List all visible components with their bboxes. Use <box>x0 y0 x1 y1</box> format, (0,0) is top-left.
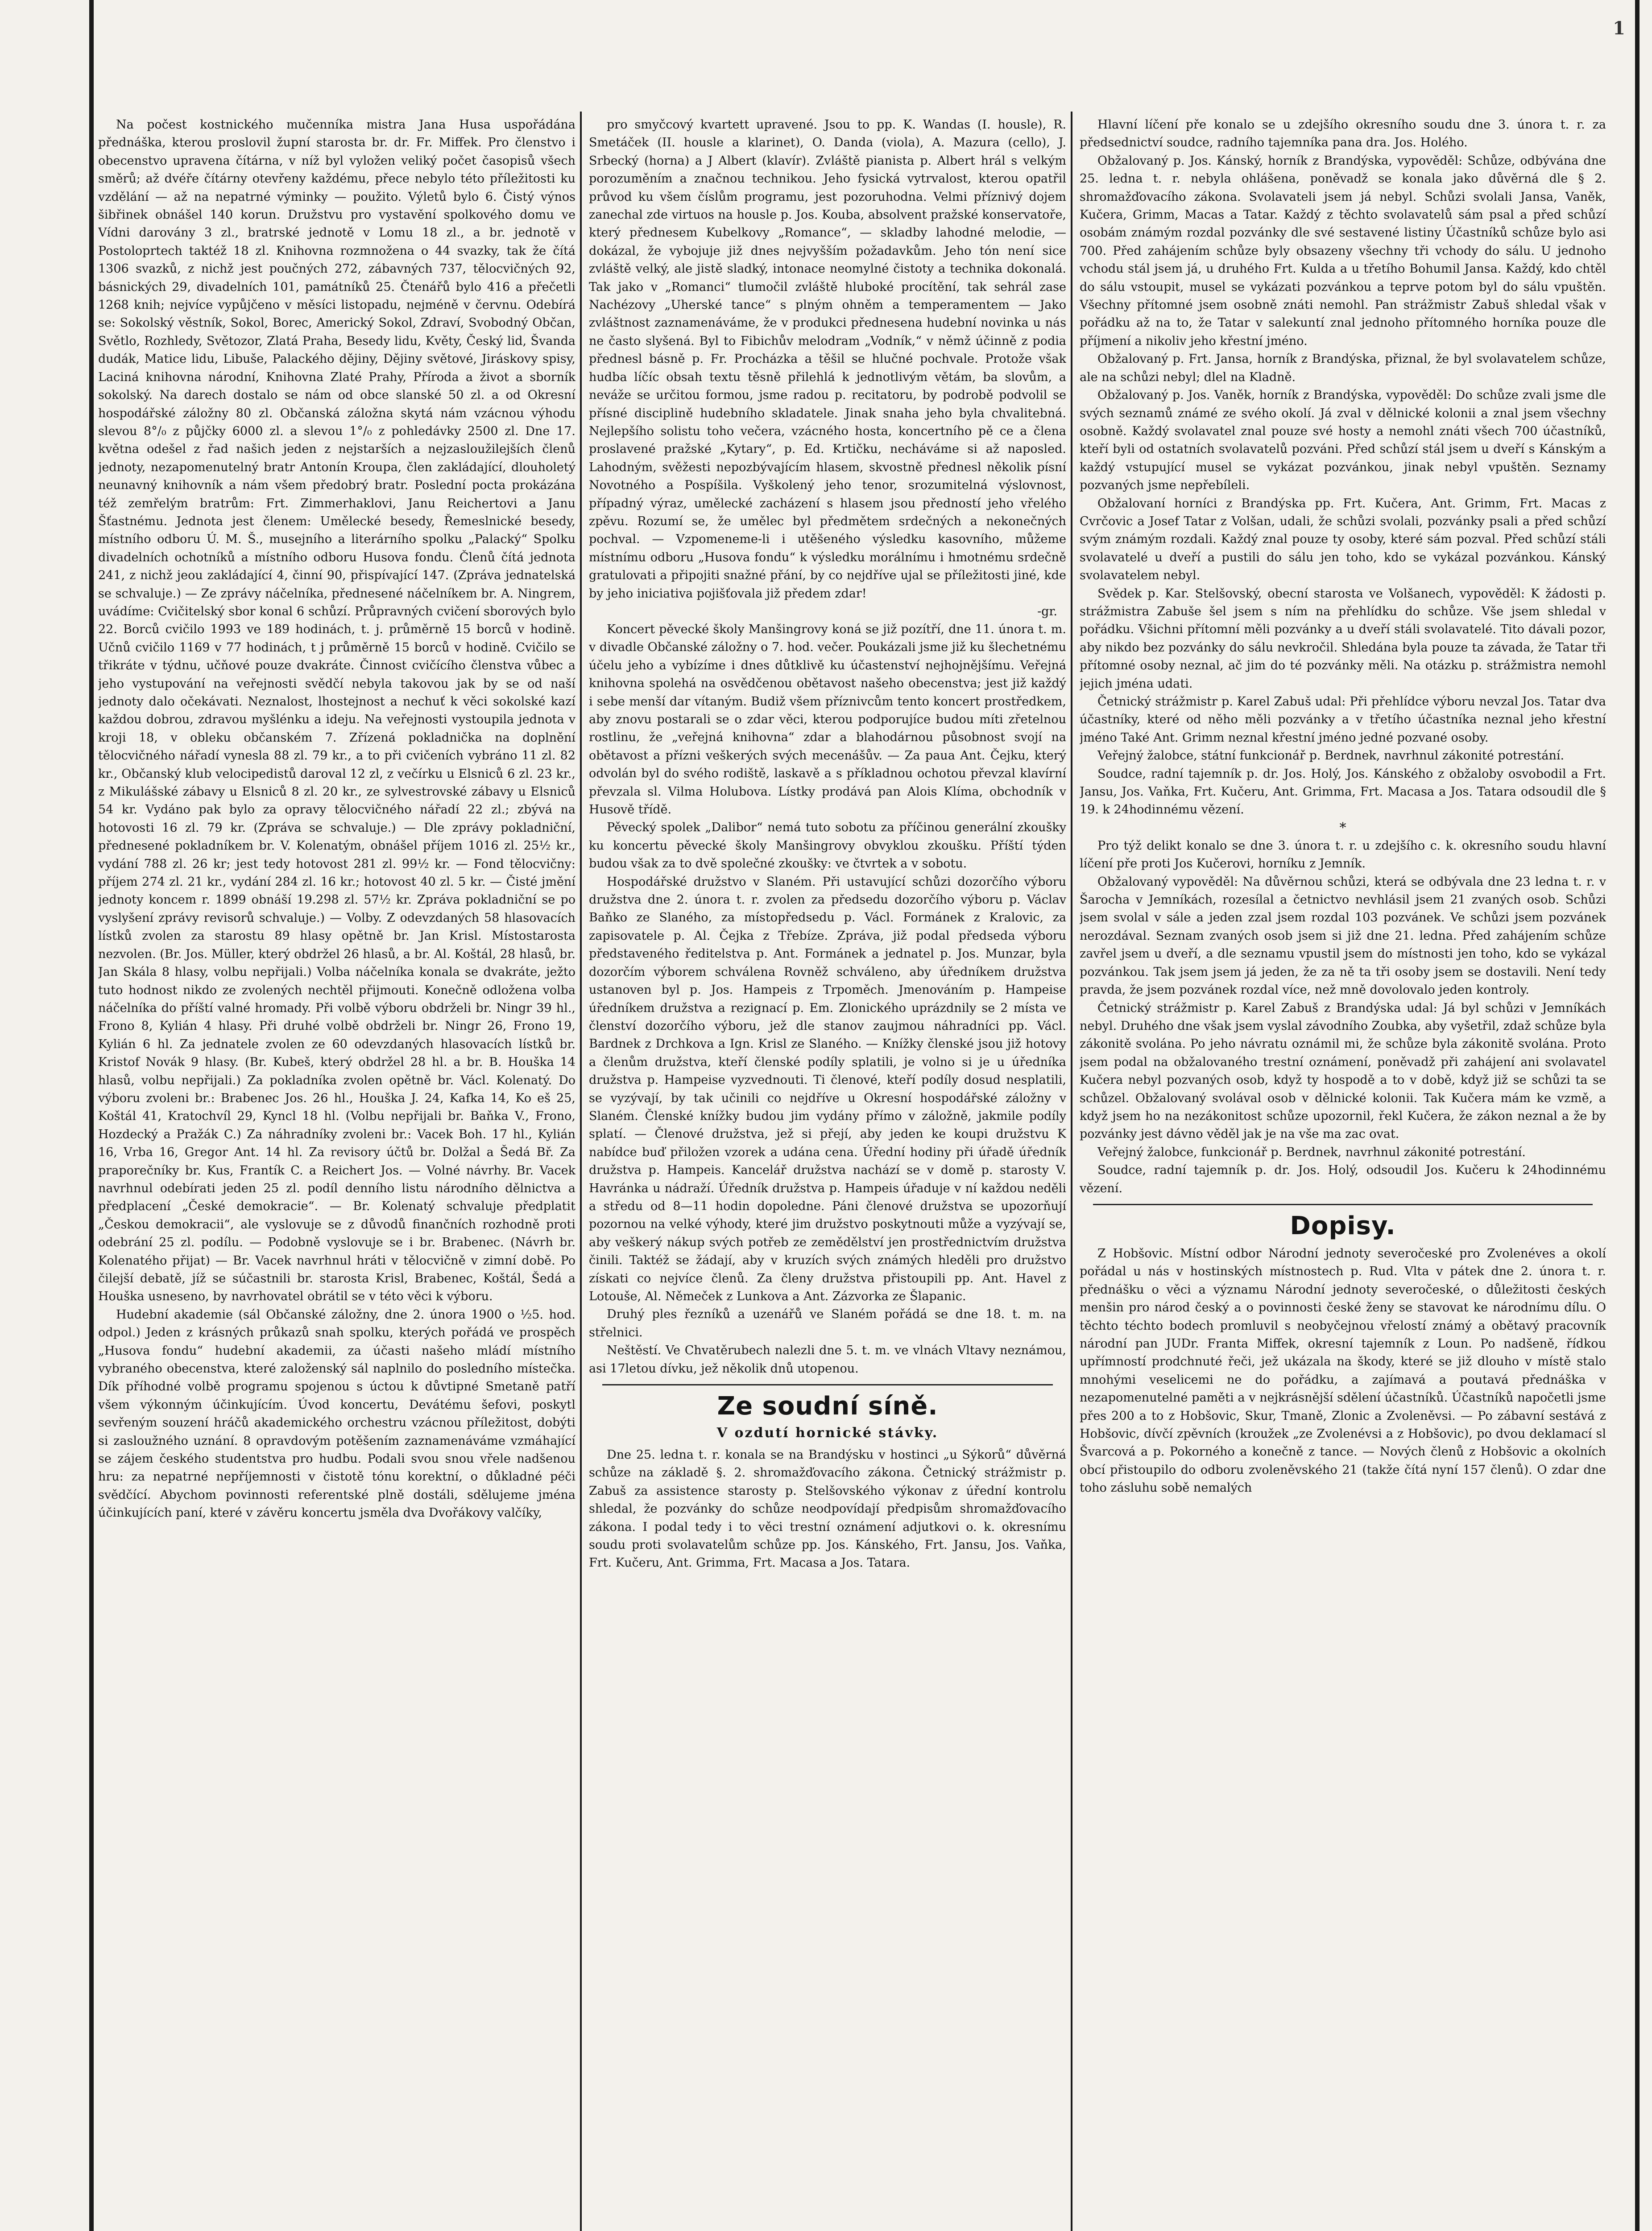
court-para-9: Soudce, radní tajemník p. dr. Jos. Holý, Jos. Kánského z obžaloby osvobodil a Frt. Jansu, Jos. Vaňka, Frt. Kučeru, Ant. Grimma, Frt. Macasa a Jos. Tatara odsoudil dle § 19. k 24hodinnému vězení. <box>1080 767 1606 817</box>
article-cooperative: Hospodářské družstvo v Slaném. Při ustavující schůzi dozorčího výboru družstva dne 2. února t. r. zvolen za předsedu dozorčího výboru p. Václav Baňko ze Slaného, za místopředsedu p. Václ. Formánek z Kralovic, za zapisovatele p. Al. Čejka z Třebíze. Zpráva, již podal předseda výboru představeného ředitelstva p. Ant. Formánek a jednatel p. Jos. Munzar, byla dozorčím výborem schválena Rovněž schváleno, aby úředníkem družstva ustanoven byl p. Jos. Hampeis z Trpoměch. Jmenováním p. Hampeise úředníkem družstva a rezignací p. Em. Zlonického uprázdnily se 2 místa ve členství dozorčího výboru, jež dle stanov zaujmou náhradníci pp. Václ. Bardnek z Drchkova a Ign. Krisl ze Slaného. — Knížky členské jsou již hotovy a členům družstva, kteří členské podíly splatili, je volno si je u úředníka družstva p. Hampeise vyzvednouti. Ti členové, kteří podíly dosud nesplatili, se vyzývají, by tak učinili co nejdříve u Okresní hospodářské záložny v Slaném. Členské knížky budou jim vydány přímo v záložně, jakmile podíly splatí. — Členové družstva, jež si přejí, aby jeden ke koupi družstvu K nabídce buď přiložen vzorek a udána cena. Úřední hodiny při úřadě úředník družstva p. Hampeis. Kancelář družstva nachází se v domě p. starosty V. Havránka u nádraží. Úředník družstva p. Hampeis úřaduje v ní každou neděli a středu od 8—11 hodin dopoledne. Páni členové družstva se upozorňují pozornou na velké výhody, které jim družstvo poskytnouti může a vyzývají se, aby veškerý nákup svých potřeb ze zemědělství jen prostřednictvím družstva činili. Taktéž se žádají, aby v kruzích svých známých hleděli pro družstvo získati co nejvíce členů. Za členy družstva přistoupili pp. Ant. Havel z Lotouše, Al. Němeček z Lunkova a Ant. Zázvorka ze Šlapanic. <box>589 875 1066 1303</box>
court-para-8: Veřejný žalobce, státní funkcionář p. Berdnek, navrhnul zákonité potrestání. <box>1097 749 1565 763</box>
court-para-2: Obžalovaný p. Jos. Kánský, horník z Brandýska, vypověděl: Schůze, odbývána dne 25. ledna t. r. nebyla ohlášena, poněvadž se konala jako důvěrná dle § 2. shromažďovacího zákona. Svolavateli jsem já nebyl. Schůzi svolali Jansa, Vaněk, Kučera, Grimm, Macas a Tatar. Každý z těchto svolavatelů sám psal a před schůzí osobám známým rozdal pozvánky dle své sestavené listiny Účastníků schůze bylo asi 700. Před zahájením schůze byly obsazeny všechny tři vchody do sálu. U jednoho vchodu stál jsem já, u druhého Frt. Kulda a u třetího Bohumil Jansa. Každý, kdo chtěl do sálu vstoupit, musel se vykázati pozvánkou a teprve potom byl do sálu vpuštěn. Všechny přítomné jsem osobně znáti nemohl. Pan strážmistr Zabuš shledal však v pořádku až na to, že Tatar v salekuntí znal jednoho přítomného horníka pouze dle příjmení a nikoliv jeho křestní jméno. <box>1080 153 1606 348</box>
corner-mark: 1 <box>1613 18 1625 39</box>
left-scan-edge <box>89 0 94 2231</box>
signature: -gr. <box>1037 604 1057 618</box>
column-divider-2 <box>1071 112 1072 2231</box>
section-rule-2 <box>1093 1204 1593 1205</box>
letter-hobsovice: Z Hobšovic. Místní odbor Národní jednoty severočeské pro Zvolenéves a okolí pořádal u nás v hostinských místnostech p. Rud. Vlta v pátek dne 2. února t. r. přednášku o věci a významu Národní jednoty severočeské, o důležitosti českých menšin pro národ český a o povinnosti české ženy se stavovat ke národnímu dílu. O těchto téchto bodech promluvil s neobyčejnou vřelostí známý a obětavý pracovník národní pan JUDr. Franta Miffek, okresní tajemník z Loun. Po nadšeně, řídkou upřímností prodchnuté řeči, jež ukázala na škody, které se již dlouho v místě stalo mnohými veselicemi ne do pořádku, a zajímavá a poutavá přednáška v nezapomenutelné paměti a v nejkrásnější sdělení účastníků. Účastníků napočetli jsme přes 200 a to z Hobšovic, Skur, Tmaně, Zlonic a Zvoleněvsi. — Po zábavní sestává z Hobšovic, dívčí zpěvních (kroužek „ze Zvolenévsi a z Hobšovic), po dvou deklamací sl Švarcová a p. Pokorného a konečně z tance. — Nových členů z Hobšovic a okolních obcí přistoupilo do odboru zvoleněvského 21 (takže čítá nyní 157 členů). O zdar dne toho zásluhu sobě nemalých <box>1080 1246 1606 1495</box>
section-star: * <box>1339 820 1346 836</box>
section-rule <box>602 1384 1053 1385</box>
article-dalibor: Pěvecký spolek „Dalibor“ nemá tuto sobotu za příčinou generální zkoušky ku koncertu pěvecké školy Manšingrovy obvyklou zkoušku. Příští týden budou však za to dvě společné zkoušky: ve čtvrtek a v sobotu. <box>589 821 1066 871</box>
court-para-3: Obžalovaný p. Frt. Jansa, horník z Brandýska, přiznal, že byl svolavatelem schůze, ale na schůzi nebyl; dlel na Kladně. <box>1080 352 1606 384</box>
court-headline: Ze soudní síně. <box>717 1392 938 1421</box>
column-1 <box>98 116 576 2231</box>
court-para-5: Obžalovaní horníci z Brandýska pp. Frt. Kučera, Ant. Grimm, Frt. Macas z Cvrčovic a Josef Tatar z Volšan, udali, že schůzi svolali, pozvánky psali a před schůzí svým známým rozdali. Každý znal pouze ty osoby, které sám pozval. Před schůzí stáli svolavatelé u dveří a pustili do sálu jen toho, kdo se vykázal pozvánkou. Kánský svolavatelem nebyl. <box>1080 496 1606 583</box>
court2-para-2: Obžalovaný vypověděl: Na důvěrnou schůzi, která se odbývala dne 23 ledna t. r. v Šarocha v Jemníkách, rozesílal a četnictvo nevhlásil jsem 21 zvaných osob. Schůzi jsem svolal v sále a jeden zzal jsem rozdal 103 pozvánek. Ve schůzi jsem pozvánek nerozdával. Seznam zvaných osob jsem si již dne 21. ledna. Před zahájením schůze zavřel jsem u dveří, a dle seznamu vpustil jsem do místnosti jen toho, kdo se vykázal pozvánkou. Tak jsem jsem já jeden, že za ně ta tři osoby jsem se dostavili. Není tedy pravda, že jsem pozvánek rozdal více, než mně dovolovalo jeden kontroly. <box>1080 875 1606 997</box>
article-concert: Koncert pěvecké školy Manšingrovy koná se již pozítří, dne 11. února t. m. v divadle Občanské záložny o 7. hod. večer. Poukázali jsme již ku šlechetnému účelu jeho a vybízíme i dnes důtklivě ku účastenství nejhojnějšímu. Veřejná knihovna spolehá na osvědčenou obětavost našeho obecenstva; jest již každý i sebe menší dar vítaným. Budiž všem příznivcům tento koncert prostředkem, aby znovu postarali se o zdar věci, kterou podporujíce budou míti zřetelnou rostlinu, že „veřejná knihovna“ zdar a blahodárnou působnost svojí na obětavost a přízni veškerých svých mecenášův. — Za paua Ant. Čejku, který odvolán byl do svého rodiště, laskavě a s příkladnou ochotou převzal klavírní převzala sl. Vilma Holubova. Lístky prodává pan Alois Klíma, obchodník v Husově třídě. <box>589 622 1066 817</box>
court2-para-3: Četnický strážmistr p. Karel Zabuš z Brandýska udal: Já byl schůzi v Jemníkách nebyl. Druhého dne však jsem vyslal závodního Zoubka, aby vyšetřil, zdaž schůze byla zákonitě svolána. Po jeho návratu oznámil mi, že schůze byla zákonitě svolána. Proto jsem podal na obžalovaného trestní oznámení, poněvadž při zahájení ani svolavatel Kučera nebyl pozvaných osob, když ty hospodě a to v době, když již se schůzi ta se schůzel. Obžalovaný svolával osob v dělnické kolonii. Tak Kučera mám ke vzmě, a když jsem ho na nezákonitost schůze upozornil, řekl Kučera, že zákon neznal a že by pozvánky jest dávno věděl jak je na vše ma zac ovat. <box>1080 1001 1606 1141</box>
court2-para-5: Soudce, radní tajemník p. dr. Jos. Holý, odsoudil Jos. Kučeru k 24hodinnému vězení. <box>1080 1163 1606 1195</box>
article-accident: Neštěstí. Ve Chvatěrubech nalezli dne 5. t. m. ve vlnách Vltavy neznámou, asi 17letou dívku, jež několik dnů utopenou. <box>589 1344 1066 1376</box>
court-para-4: Obžalovaný p. Jos. Vaněk, horník z Brandýska, vypověděl: Do schůze zvali jsme dle svých seznamů známé ze svého okolí. Já zval v dělnické kolonii a znal jsem všechny osobně. Každý svolavatel znal pouze své hosty a nemohl znáti všech 700 účastníků, kteří byli od ostatních svolavatelů pozváni. Před schůzí stál jsem u dveří s Kánským a každý vstupující musel se vykázat pozvánkou, jinak nebyl vpuštěn. Seznamy pozvaných jsme nepřebíleli. <box>1080 388 1606 493</box>
article-sokol-report: Na počest kostnického mučenníka mistra Jana Husa uspořádána přednáška, kterou proslovil župní starosta br. dr. Fr. Miffek. Pro členstvo i obecenstvo upravena čítárna, v níž byl vyložen veliký počet časopisů všech směrů; až dvéře čítárny otevřeny každému, přece nebylo této příležitosti ku vzdělání — až na nepatrné výminky — použito. Výletů bylo 6. Čistý výnos šibřinek obnášel 140 korun. Družstvu pro vystavění spolkového domu ve Vídni darovány 3 zl., bratrské jednotě v Lomu 18 zl., a br. jednotě v Postoloprtech taktéž 18 zl. Knihovna rozmnožena o 44 svazky, tak že čítá 1306 svazků, z nichž jest poučných 272, zábavných 737, tělocvičných 92, básnických 29, divadelních 101, památníků 25. Čtenářů bylo 416 a přečetli 1268 knih; nejvíce vypůjčeno v měsíci listopadu, nejméně v červnu. Odebírá se: Sokolský věstník, Sokol, Borec, Americký Sokol, Zdraví, Svobodný Občan, Světlo, Rozhledy, Světozor, Zlatá Praha, Besedy lidu, Květy, Český lid, Švanda dudák, Matice lidu, Libuše, Palackého dějiny, Dějiny světové, Jiráskovy spisy, Laciná knihovna národní, Knihovna Zlaté Prahy, Příroda a život a sborník sokolský. Na darech dostalo se nám od obce slanské 50 zl. a od Okresní hospodářské záložny 80 zl. Občanská záložna skytá nám vzácnou výhodu slevou 8°/₀ z půjčky 6000 zl. a slevou 1°/₀ z pohledávky 2500 zl. Dne 17. května odešel z řad našich jeden z nejstarších a nejzasloužilejších členů jednoty, nezapomenutelný bratr Antonín Kroupa, člen zakládající, dlouholetý neunavný knihovník a nám všem předobrý bratr. Poslední pocta prokázána též zemřelým bratrům: Frt. Zimmerhaklovi, Janu Reichertovi a Janu Šťastnému. Jednota jest členem: Umělecké besedy, Řemeslnické besedy, místního odboru Ú. M. Š., musejního a literárního spolku „Palacký“ Spolku divadelních ochotníků a místního odboru Husova fondu. Členů čítá jednota 241, z nichž jeou zakládající 4, činní 90, přispívající 147. (Zpráva jednatelská se schvaluje.) — Ze zprávy náčelníka, přednesené náčelníkem br. A. Ningrem, uvádíme: Cvičitelský sbor konal 6 schůzí. Průpravných cvičení sborových bylo 22. Borců cvičilo 1993 ve 189 hodinách, t. j. průměrně 15 borců v hodině. Učnů cvičilo 1169 v 77 hodinách, t j průměrně 15 borců v hodině. Cvičilo se třikráte v týdnu, učňové pouze dvakráte. Činnost cvičícího členstva vůbec a jeho vystupování na veřejnosti svědčí nebyla takovou jak by se od naší jednoty dalo očekávati. Neznalost, lhostejnost a nechuť k věci sokolské kazí každou dobrou, zdravou myšlénku a ideju. Na veřejnosti vystoupila jednota v kroji 18, v obleku občanském 7. Zřízená pokladnička na doplnění tělocvičného nářadí vynesla 88 zl. 79 kr., a to při cvičeních vybráno 11 zl. 82 kr., Občanský klub velocipedistů daroval 12 zl, z večírku u Elsniců 6 zl. 23 kr., z Mikulášské zábavy u Elsniců 8 zl. 20 kr., ze sylvestrovské zábavy u Elsniců 54 kr. Vydáno pak bylo za opravy tělocvičného nářadí 22 zl.; zbývá na hotovosti 16 zl. 79 kr. (Zpráva se schvaluje.) — Dle zprávy pokladniční, přednesené pokladníkem br. V. Kolenatým, obnášel příjem 1016 zl. 25½ kr., vydání 788 zl. 26 kr; jest tedy hotovost 281 zl. 99½ kr. — Fond tělocvičny: příjem 274 zl. 21 kr., vydání 284 zl. 16 kr.; hotovost 40 zl. 5 kr. — Čisté jmění jednoty koncem r. 1899 obnáší 19.298 zl. 57½ kr. Zpráva pokladniční se po vyslyšení zprávy revisorů schvaluje.) — Volby. Z odevzdaných 58 hlasovacích lístků zvolen za starostu 89 hlasy opětně br. Jan Krisl. Místostarosta nezvolen. (Br. Jos. Müller, který obdržel 26 hlasů, a br. Al. Koštál, 28 hlasů, br. Jan Skála 8 hlasy, volbu nepřijali.) Volba náčelníka konala se dvakráte, ježto tuto hodnost nikdo ze zvolených nechtěl přijmouti. Konečně odložena volba náčelníka do příští valné hromady. Při volbě výboru obdrželi br. Ningr 39 hl., Frono 8, Kylián 4 hlasy. Při druhé volbě obdrželi br. Ningr 26, Frono 19, Kylián 6 hl. Za jednatele zvolen ze 60 odevzdaných hlasovacích lístků br. Kristof Novák 9 hlasy. (Br. Kubeš, který obdržel 28 hl. a br. B. Houška 14 hlasů, volbu nepřijali.) Za pokladníka zvolen opětně br. Václ. Kolenatý. Do výboru zvoleni br.: Brabenec Jos. 26 hl., Houška J. 24, Kafka 14, Ko eš 25, Koštál 41, Kratochvíl 29, Kyncl 18 hl. (Volbu nepřijali br. Baňka V., Frono, Hozdecký a Pražák C.) Za náhradníky zvoleni br.: Vacek Boh. 17 hl., Kylián 16, Vrba 16, Gregor Ant. 14 hl. Za revisory účtů br. Dolžal a Šedá Bř. Za praporečníky br. Kus, Frantík C. a Reichert Jos. — Volné návrhy. Br. Vacek navrhnul odebírati jeden 25 zl. podíl denního listu národního dělnictva a předplacení „České demokracie“. — Br. Kolenatý schvaluje předplatit „Českou demokracii“, ale vyslovuje se z důvodů finančních rozhodně proti odebrání 25 zl. podílu. — Podobně vyslovuje se i br. Brabenec. (Návrh br. Kolenatého přijat) — Br. Vacek navrhnul hráti v tělocvičně v zimní době. Po čilejší debatě, jíž se súčastnili br. starosta Krisl, Brabenec, Koštál, Šedá a Houška usneseno, by navrhovatel obrátil se v této věci k výboru. <box>98 118 576 1304</box>
court-para-7: Četnický strážmistr p. Karel Zabuš udal: Při přehlídce výboru nevzal Jos. Tatar dva účastníky, které od něho měli pozvánky a v třetího účastníka neznal jeho křestní jméno Také Ant. Grimm neznal křestní jméno jedné pozvané osoby. <box>1080 695 1606 745</box>
letters-headline: Dopisy. <box>1290 1211 1396 1240</box>
court-subhead: V ozdutí hornické stávky. <box>716 1425 939 1441</box>
article-music-academy: Hudební akademie (sál Občanské záložny, dne 2. února 1900 o ½5. hod. odpol.) Jeden z krásných průkazů snah spolku, kterých pořádá ve prospěch „Husova fondu“ hudební akademii, za účasti našeho mládí místního vybraného obecenstva, které založenský sál naplnilo do posledního místečka. Dík příhodné volbě programu spojenou s úctou k důvtipné Smetaně patří všem výkonným účinkujícím. Úvod koncertu, Devátému šefovi, poskytl sevřeným souzení hráčů akademického orchestru vzácnou příležitost, dobýti si zasloužného uznání. 8 opravdovým potěšením zaznamenáváme vzmáhající se zájem českého studentstva pro hudbu. Podali svou snou vřele nadšenou hru: za nepatrné nepříjemnosti v čistotě tónu korektní, o důkladné péči svědčící. Abychom povinnosti referentské plně dostáli, sdělujeme jména účinkujících paní, které v závěru koncertu jsměla dva Dvořákovy valčíky, <box>98 1307 576 1520</box>
court-para-6: Svědek p. Kar. Stelšovský, obecní starosta ve Volšanech, vypověděl: K žádosti p. strážmistra Zabuše šel jsem s ním na přehlídku do schůze. Vše jsem shledal v pořádku. Všichni přítomní měli pozvánky a u dveří stáli svolavatelé. Tito dávali pozor, aby nikdo bez pozvánky do sálu nevkročil. Shledána byla pouze ta závada, že Tatar tři přítomné osoby neznal, ač jim do té pozvánky měli. Na otázku p. strážmistra nemohl jejich jména udati. <box>1080 586 1606 691</box>
article-court-intro: Dne 25. ledna t. r. konala se na Brandýsku v hostinci „u Sýkorů“ důvěrná schůze na základě §. 2. shromažďovacího zákona. Četnický strážmistr p. Zabuš za assistence starosty p. Stelšovského výkonav z úřední kontrolu shledal, že pozvánky do schůze neodpovídají předpisům shromažďovacího zákona. I podal tedy i to věci trestní oznámení adjutkovi o. k. okresnímu soudu proti svolavatelům schůze pp. Jos. Kánského, Frt. Jansu, Jos. Vaňka, Frt. Kučeru, Ant. Grimma, Frt. Macasa a Jos. Tatara. <box>589 1448 1066 1570</box>
right-scan-edge <box>1635 0 1640 2231</box>
column-2 <box>589 116 1066 2231</box>
court-para-1: Hlavní líčení pře konalo se u zdejšího okresního soudu dne 3. února t. r. za předsednictví soudce, radního tajemníka pana dra. Jos. Holého. <box>1080 118 1606 150</box>
column-divider-1 <box>580 112 582 2231</box>
article-ball: Druhý ples řezníků a uzenářů ve Slaném pořádá se dne 18. t. m. na střelnici. <box>589 1307 1066 1339</box>
column-3 <box>1080 116 1606 2231</box>
court2-para-1: Pro týž delikt konalo se dne 3. února t. r. u zdejšího c. k. okresního soudu hlavní líčení pře proti Jos Kučerovi, horníku z Jemník. <box>1080 838 1606 871</box>
court2-para-4: Veřejný žalobce, funkcionář p. Berdnek, navrhnul zákonité potrestání. <box>1097 1145 1526 1159</box>
article-music-academy-cont: pro smyčcový kvartett upravené. Jsou to pp. K. Wandas (I. housle), R. Smetáček (II. housle a klarinet), O. Danda (viola), A. Mazura (cello), J. Srbecký (horna) a J Albert (klavír). Zvláště pianista p. Albert hrál s velkým porozuměním a značnou technikou. Jeho fysická vytrvalost, kterou opatřil průvod ku všem číslům programu, jest pozoruhodna. Velmi příznivý dojem zanechal zde virtuos na housle p. Jos. Kouba, absolvent pražské konservatoře, který přednesem Kubelkovy „Romance“, — skladby lahodné melodie, — dokázal, že vybojuje již dnes nejvyšším požadavkům. Jeho tón není sice zvláště velký, ale jistě sladký, intonace neomylné čistoty a technika dokonalá. Tak jako v „Romanci“ tlumočil zvláště hluboké procítění, tak sehrál zase Nachézovy „Uherské tance“ s plným ohněm a temperamentem — Jako zvláštnost zaznamenáváme, že v produkci přednesena hudební novinka u nás ne často slyšená. Byl to Fibichův melodram „Vodník,“ v němž účinně z podia přednesl básně p. Fr. Procházka a těšil se hlučné pochvale. Protože však hudba líčíc obsah textu těsně přilehlá k jednotlivým větám, ba slovům, a neváže se určitou formou, jsme radou p. recitatoru, by podrobě podvolil se přísné disciplině hudebního skladatele. Jinak snaha jeho byla chvalitebná. Nejlepšího solistu toho večera, vzácného hosta, koncertního pě ce a člena proslavené pražské „Kytary“, p. Ed. Krtičku, necháváme si až naposled. Lahodným, svěžesti nepozbývajícím hlasem, skvostně přednesl několik písní Novotného a Pospíšila. Vyškolený jeho tenor, srozumitelná výslovnost, případný výraz, umělecké zacházení s hlasem jsou předností jeho vřelého zpěvu. Rozumí se, že umělec byl předmětem srdečných a nekonečných pochval. — Vzpomeneme-li i utěšeného výsledku kasovního, můžeme místnímu odboru „Husova fondu“ k výsledku morálnímu i hmotnému srdečně gratulovati a připojiti snažné přání, by co nejdříve ujal se příležitosti jiné, kde by jeho iniciativa pojišťovala již předem zdar! <box>589 118 1066 601</box>
